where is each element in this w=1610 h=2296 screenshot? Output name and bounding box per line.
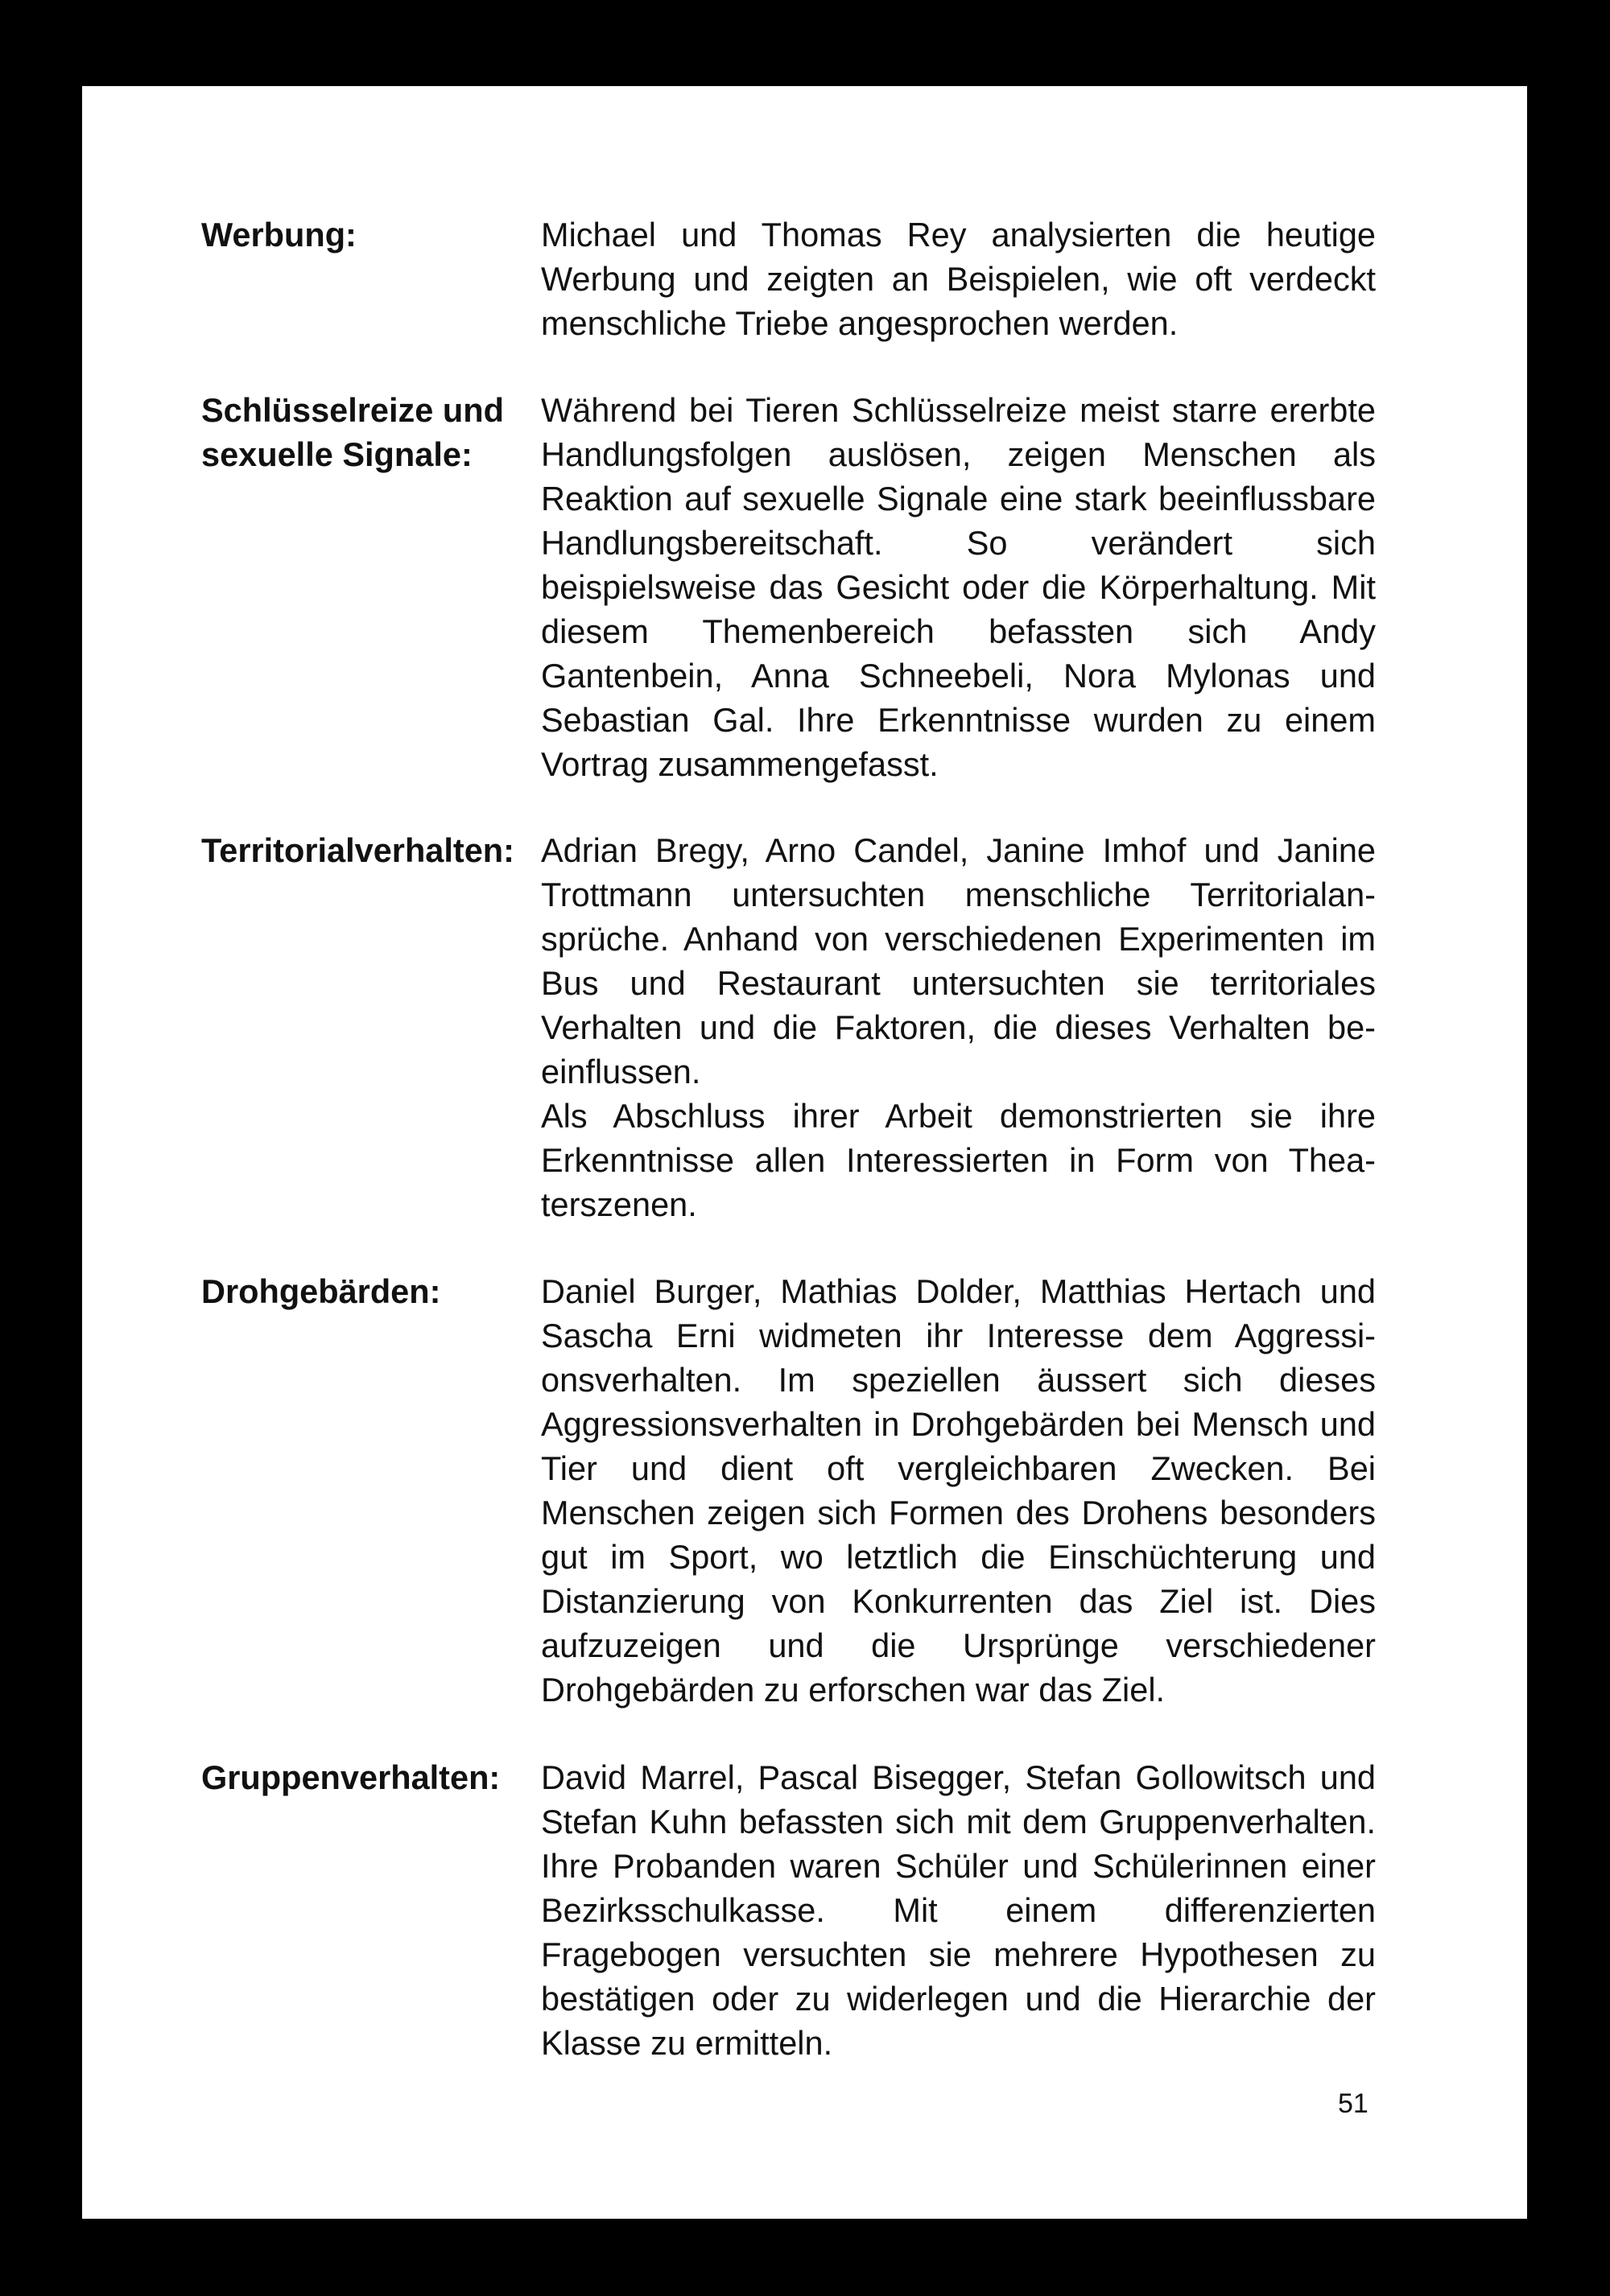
entry-description — [541, 388, 1376, 786]
entry-term: Gruppenverhalten: — [201, 1758, 501, 1796]
entry-description — [541, 212, 1376, 345]
description-paragraph: David Marrel, Pascal Bisegger, Stefan Gollowitsch und Stefan Kuhn befassten sich mit dem Gruppenverhalten. Ihre Probanden waren Schüler und Schülerinnen einer Bezirksschulkasse. Mit einem differenzierten Fragebogen versuchten sie mehrere Hypothesen zu bestätigen oder zu widerlegen und die Hierarchie der Klasse zu ermitteln. — [541, 1758, 1376, 2062]
description-paragraph: Während bei Tieren Schlüsselreize meist starre ererbte Handlungsfolgen auslösen, zeigen Menschen als Reaktion auf sexuelle Signale eine stark beeinflussbare Handlungsbereitschaft. So verändert sich beispielsweise das Gesicht oder die Körperhaltung. Mit diesem Themenbereich befassten sich Andy Gantenbein, Anna Schneebeli, Nora Mylonas und Sebastian Gal. Ihre Erkenntnisse wurden zu einem Vortrag zusammengefasst. — [541, 391, 1376, 783]
entry-term: Werbung: — [201, 216, 357, 254]
entry-description — [541, 1269, 1376, 1712]
entry-term: Territorialverhalten: — [201, 831, 514, 869]
entry-description — [541, 1755, 1376, 2065]
entry-term: Drohgebärden: — [201, 1272, 441, 1310]
description-paragraph: Daniel Burger, Mathias Dolder, Matthias Hertach und Sascha Erni widmeten ihr Interesse dem Aggressionsverhalten. Im speziellen äussert sich dieses Aggressionsverhalten in Drohgebärden bei Mensch und Tier und dient oft vergleichbaren Zwecken. Bei Menschen zeigen sich Formen des Drohens besonders gut im Sport, wo letztlich die Einschüchterung und Distanzierung von Konkurrenten das Ziel ist. Dies aufzuzeigen und die Ursprünge verschiedener Drohgebärden zu erforschen war das Ziel. — [541, 1272, 1376, 1709]
description-paragraph: Adrian Bregy, Arno Candel, Janine Imhof und Janine Trottmann untersuchten menschliche Territorialansprüche. Anhand von verschiedenen Experimenten im Bus und Restaurant untersuchten sie territoriales Verhalten und die Faktoren, die dieses Verhalten beeinflussen. — [541, 831, 1376, 1090]
entry-description — [541, 828, 1376, 1226]
page-number: 51 — [1338, 2088, 1368, 2119]
document-page — [82, 86, 1527, 2219]
description-paragraph: Als Abschluss ihrer Arbeit demonstrierten sie ihre Erkenntnisse allen Interessierten in Form von Theaterszenen. — [541, 1097, 1376, 1223]
entry-term: Schlüsselreize und sexuelle Signale: — [201, 391, 504, 473]
description-paragraph: Michael und Thomas Rey analysierten die heutige Werbung und zeigten an Beispielen, wie oft verdeckt menschliche Triebe angesprochen werden. — [541, 216, 1376, 342]
